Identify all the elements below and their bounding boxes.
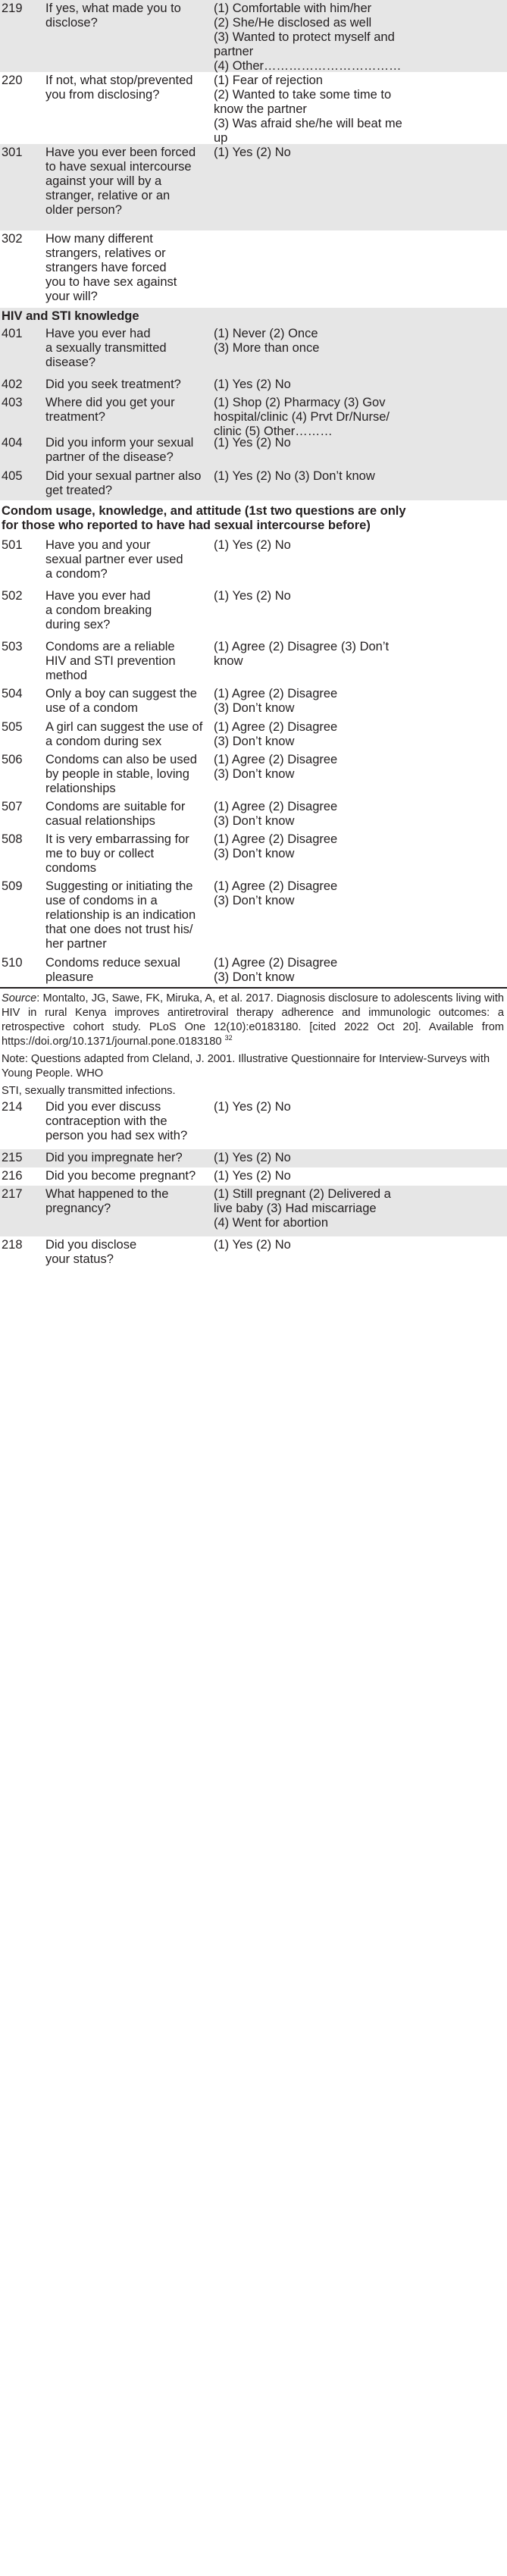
question-text-line: Did you become pregnant? xyxy=(45,1169,196,1183)
answer-option-line: (1) Comfortable with him/her xyxy=(214,2,372,15)
source-text: : Montalto, JG, Sawe, FK, Miruka, A, et al. 2017. Diagnosis disclosure to adolescents living with HIV in rural Kenya improves antiretroviral therapy adherence and immunologic outcomes: a retrospective cohort study. PLoS One 12(10):e0183180. [cited 2022 Oct 20]. Available from https://doi.org/10.1371/journal.pone.0183180 xyxy=(2,992,504,1048)
question-row-219 xyxy=(0,0,507,72)
answer-option-line: (1) Yes (2) No xyxy=(214,589,291,603)
answer-options xyxy=(214,720,507,751)
question-text xyxy=(45,1238,214,1270)
question-row-405 xyxy=(0,468,507,500)
question-row-220 xyxy=(0,72,507,144)
answer-options xyxy=(214,640,507,685)
question-text-line: a condom during sex xyxy=(45,735,162,748)
answer-option-line: clinic (5) Other……… xyxy=(214,425,333,438)
question-number: 302 xyxy=(2,232,23,246)
answer-options xyxy=(214,74,507,144)
answer-option-line: (1) Agree (2) Disagree xyxy=(214,687,338,700)
answer-options xyxy=(214,2,507,72)
question-text xyxy=(45,396,214,434)
question-text-line: It is very embarrassing for xyxy=(45,832,189,846)
question-text xyxy=(45,687,214,719)
question-text-line: me to buy or collect xyxy=(45,847,155,860)
answer-option-line: (1) Yes (2) No xyxy=(214,378,291,391)
answer-option-line: (3) Don’t know xyxy=(214,970,295,984)
question-row-501 xyxy=(0,537,507,588)
answer-options xyxy=(214,800,507,831)
question-text-line: Condoms reduce sexual xyxy=(45,956,180,970)
question-row-404 xyxy=(0,434,507,468)
question-text-line: Condoms are suitable for xyxy=(45,800,186,813)
section-title-condom-line-1: Condom usage, knowledge, and attitude (1st two questions are only xyxy=(2,504,406,518)
question-row-302 xyxy=(0,230,507,308)
answer-options xyxy=(214,753,507,798)
answer-options xyxy=(214,589,507,638)
question-text xyxy=(45,753,214,798)
question-group-condom xyxy=(0,537,507,987)
answer-option-line: (1) Yes (2) No xyxy=(214,1238,291,1252)
answer-option-line: up xyxy=(214,131,228,145)
question-text-line: If yes, what made you to xyxy=(45,2,181,15)
answer-options xyxy=(214,232,507,308)
question-text xyxy=(45,720,214,751)
question-text-line: Where did you get your xyxy=(45,396,175,409)
question-text xyxy=(45,436,214,468)
answer-option-line: (1) Agree (2) Disagree xyxy=(214,720,338,734)
answer-option-line: (3) Don’t know xyxy=(214,767,295,781)
question-number: 301 xyxy=(2,146,23,159)
question-row-218 xyxy=(0,1236,507,1270)
question-text-line: you to have sex against xyxy=(45,275,177,289)
question-text-line: your will? xyxy=(45,290,98,303)
question-text xyxy=(45,832,214,878)
question-text-line: disclose? xyxy=(45,16,98,30)
question-text-line: Condoms can also be used xyxy=(45,753,197,766)
question-text xyxy=(45,74,214,144)
answer-option-line: (1) Yes (2) No (3) Don’t know xyxy=(214,469,375,483)
question-text-line: Have you ever had xyxy=(45,327,151,340)
question-row-214 xyxy=(0,1098,507,1149)
answer-option-line: (1) Agree (2) Disagree (3) Don’t xyxy=(214,640,390,653)
question-text-line: condoms xyxy=(45,861,96,875)
question-row-215 xyxy=(0,1149,507,1167)
question-text-line: use of condoms in a xyxy=(45,894,158,907)
question-text-line: Did your sexual partner also xyxy=(45,469,202,483)
question-text-line: against your will by a xyxy=(45,174,162,188)
question-text xyxy=(45,327,214,376)
answer-options xyxy=(214,956,507,987)
question-number: 505 xyxy=(2,720,23,734)
answer-options xyxy=(214,396,507,438)
answer-options xyxy=(214,1187,507,1236)
answer-options xyxy=(214,378,507,394)
source-label: Source xyxy=(2,992,37,1004)
question-text xyxy=(45,640,214,685)
question-text-line: How many different xyxy=(45,232,153,246)
answer-options xyxy=(214,1100,507,1149)
answer-options xyxy=(214,1169,507,1186)
question-group-disclosure xyxy=(0,0,507,308)
answer-option-line: (1) Never (2) Once xyxy=(214,327,318,340)
question-row-502 xyxy=(0,588,507,638)
question-text xyxy=(45,378,214,394)
answer-option-line: (1) Yes (2) No xyxy=(214,1100,291,1114)
question-text-line: stranger, relative or an xyxy=(45,189,171,202)
adaptation-note: Note: Questions adapted from Cleland, J. 2001. Illustrative Questionnaire for Interview-Surveys with Young People. WHO xyxy=(2,1053,490,1080)
question-text-line: Did you seek treatment? xyxy=(45,378,181,391)
answer-option-line: (3) Don’t know xyxy=(214,735,295,748)
question-row-217 xyxy=(0,1186,507,1236)
answer-options xyxy=(214,832,507,878)
questionnaire-page xyxy=(0,0,507,1270)
question-number: 404 xyxy=(2,436,23,450)
answer-option-line: (1) Yes (2) No xyxy=(214,538,291,552)
question-text-line: Suggesting or initiating the xyxy=(45,879,193,893)
question-number: 401 xyxy=(2,327,23,340)
question-row-503 xyxy=(0,638,507,685)
answer-options xyxy=(214,1238,507,1270)
answer-options xyxy=(214,1151,507,1167)
question-text xyxy=(45,2,214,72)
question-text xyxy=(45,146,214,230)
question-number: 215 xyxy=(2,1151,23,1164)
question-group-contraception xyxy=(0,1098,507,1270)
answer-option-line: know xyxy=(214,654,243,668)
question-text xyxy=(45,232,214,308)
question-text-line: person you had sex with? xyxy=(45,1129,188,1142)
question-text-line: If not, what stop/prevented xyxy=(45,74,193,87)
answer-option-line: (1) Agree (2) Disagree xyxy=(214,832,338,846)
question-text-line: method xyxy=(45,669,88,682)
answer-option-line: (1) Shop (2) Pharmacy (3) Gov xyxy=(214,396,386,409)
answer-options xyxy=(214,327,507,376)
question-text-line: Did you disclose xyxy=(45,1238,137,1252)
question-text-line: her partner xyxy=(45,937,107,951)
question-number: 214 xyxy=(2,1100,23,1114)
question-text-line: sexual partner ever used xyxy=(45,553,183,566)
question-number: 219 xyxy=(2,2,23,15)
question-text-line: strangers, relatives or xyxy=(45,246,166,260)
question-text-line: Condoms are a reliable xyxy=(45,640,175,653)
question-number: 508 xyxy=(2,832,23,846)
question-number: 510 xyxy=(2,956,23,970)
answer-options xyxy=(214,146,507,230)
question-row-301 xyxy=(0,144,507,230)
question-text-line: disease? xyxy=(45,356,96,369)
question-text-line: use of a condom xyxy=(45,701,138,715)
question-text-line: relationship is an indication xyxy=(45,908,196,922)
question-text-line: a condom? xyxy=(45,567,108,581)
question-number: 220 xyxy=(2,74,23,87)
answer-option-line: (1) Yes (2) No xyxy=(214,436,291,450)
answer-option-line: (1) Still pregnant (2) Delivered a xyxy=(214,1187,391,1201)
question-row-403 xyxy=(0,394,507,438)
answer-options xyxy=(214,436,507,468)
question-text-line: your status? xyxy=(45,1252,114,1266)
question-text-line: pleasure xyxy=(45,970,94,984)
question-text-line: during sex? xyxy=(45,618,111,631)
question-text-line: contraception with the xyxy=(45,1114,167,1128)
question-row-402 xyxy=(0,376,507,394)
source-reference-number: 32 xyxy=(224,1034,233,1042)
question-text xyxy=(45,956,214,987)
question-text-line: a sexually transmitted xyxy=(45,341,167,355)
question-text xyxy=(45,1151,214,1167)
question-number: 502 xyxy=(2,589,23,603)
question-text-line: by people in stable, loving xyxy=(45,767,189,781)
question-text-line: that one does not trust his/ xyxy=(45,923,193,936)
question-number: 218 xyxy=(2,1238,23,1252)
question-text-line: HIV and STI prevention xyxy=(45,654,176,668)
question-text-line: pregnancy? xyxy=(45,1202,111,1215)
answer-option-line: (4) Other…………………………… xyxy=(214,59,402,73)
answer-options xyxy=(214,538,507,588)
question-text xyxy=(45,879,214,954)
question-text-line: you from disclosing? xyxy=(45,88,160,102)
question-text-line: Have you and your xyxy=(45,538,151,552)
answer-option-line: (2) Wanted to take some time to xyxy=(214,88,392,102)
question-number: 501 xyxy=(2,538,23,552)
question-number: 509 xyxy=(2,879,23,893)
section-title-hiv-sti: HIV and STI knowledge xyxy=(0,308,507,325)
question-row-401 xyxy=(0,325,507,376)
question-number: 217 xyxy=(2,1187,23,1201)
question-text-line: strangers have forced xyxy=(45,261,167,274)
question-text-line: Have you ever been forced xyxy=(45,146,196,159)
question-row-510 xyxy=(0,954,507,987)
question-number: 503 xyxy=(2,640,23,653)
answer-option-line: (1) Agree (2) Disagree xyxy=(214,800,338,813)
answer-option-line: (1) Yes (2) No xyxy=(214,1169,291,1183)
question-row-507 xyxy=(0,798,507,831)
answer-option-line: (2) She/He disclosed as well xyxy=(214,16,372,30)
section-title-condom xyxy=(0,500,507,537)
question-row-216 xyxy=(0,1167,507,1186)
question-text-line: casual relationships xyxy=(45,814,155,828)
question-text-line: relationships xyxy=(45,782,116,795)
answer-option-line: (1) Agree (2) Disagree xyxy=(214,956,338,970)
question-row-509 xyxy=(0,878,507,954)
answer-options xyxy=(214,879,507,954)
answer-option-line: (3) Wanted to protect myself and xyxy=(214,30,395,44)
answer-option-line: (3) Don’t know xyxy=(214,701,295,715)
answer-option-line: (3) Don’t know xyxy=(214,814,295,828)
question-text xyxy=(45,538,214,588)
answer-option-line: know the partner xyxy=(214,102,307,116)
question-number: 507 xyxy=(2,800,23,813)
answer-option-line: live baby (3) Had miscarriage xyxy=(214,1202,377,1215)
abbreviation-note: STI, sexually transmitted infections. xyxy=(2,1085,176,1097)
source-citation xyxy=(0,989,507,1049)
question-number: 402 xyxy=(2,378,23,391)
answer-options xyxy=(214,687,507,719)
answer-option-line: partner xyxy=(214,45,254,58)
question-group-hiv-sti xyxy=(0,325,507,500)
answer-option-line: (1) Yes (2) No xyxy=(214,146,291,159)
question-text-line: partner of the disease? xyxy=(45,450,174,464)
question-text-line: get treated? xyxy=(45,484,113,497)
question-text-line: to have sexual intercourse xyxy=(45,160,192,174)
answer-option-line: hospital/clinic (4) Prvt Dr/Nurse/ xyxy=(214,410,390,424)
question-number: 504 xyxy=(2,687,23,700)
question-text xyxy=(45,1169,214,1186)
question-number: 506 xyxy=(2,753,23,766)
answer-option-line: (4) Went for abortion xyxy=(214,1216,329,1230)
question-text-line: Did you inform your sexual xyxy=(45,436,194,450)
question-row-505 xyxy=(0,719,507,751)
question-text-line: Have you ever had xyxy=(45,589,151,603)
question-text-line: older person? xyxy=(45,203,122,217)
question-text-line: Only a boy can suggest the xyxy=(45,687,197,700)
answer-option-line: (3) Was afraid she/he will beat me xyxy=(214,117,402,130)
answer-option-line: (1) Yes (2) No xyxy=(214,1151,291,1164)
question-text xyxy=(45,589,214,638)
answer-options xyxy=(214,469,507,500)
question-number: 403 xyxy=(2,396,23,409)
question-text-line: A girl can suggest the use of xyxy=(45,720,203,734)
question-row-506 xyxy=(0,751,507,798)
question-text-line: a condom breaking xyxy=(45,603,152,617)
question-text xyxy=(45,469,214,500)
question-text-line: Did you ever discuss xyxy=(45,1100,161,1114)
answer-option-line: (1) Fear of rejection xyxy=(214,74,323,87)
answer-option-line: (1) Agree (2) Disagree xyxy=(214,753,338,766)
question-number: 216 xyxy=(2,1169,23,1183)
question-text-line: What happened to the xyxy=(45,1187,169,1201)
question-text-line: treatment? xyxy=(45,410,105,424)
question-text xyxy=(45,800,214,831)
answer-option-line: (3) Don’t know xyxy=(214,847,295,860)
question-text xyxy=(45,1100,214,1149)
answer-option-line: (3) More than once xyxy=(214,341,320,355)
question-text xyxy=(45,1187,214,1236)
question-row-508 xyxy=(0,831,507,878)
answer-option-line: (1) Agree (2) Disagree xyxy=(214,879,338,893)
answer-option-line: (3) Don’t know xyxy=(214,894,295,907)
question-row-504 xyxy=(0,685,507,719)
question-number: 405 xyxy=(2,469,23,483)
section-title-condom-line-2: for those who reported to have had sexual intercourse before) xyxy=(2,519,371,532)
question-text-line: Did you impregnate her? xyxy=(45,1151,183,1164)
